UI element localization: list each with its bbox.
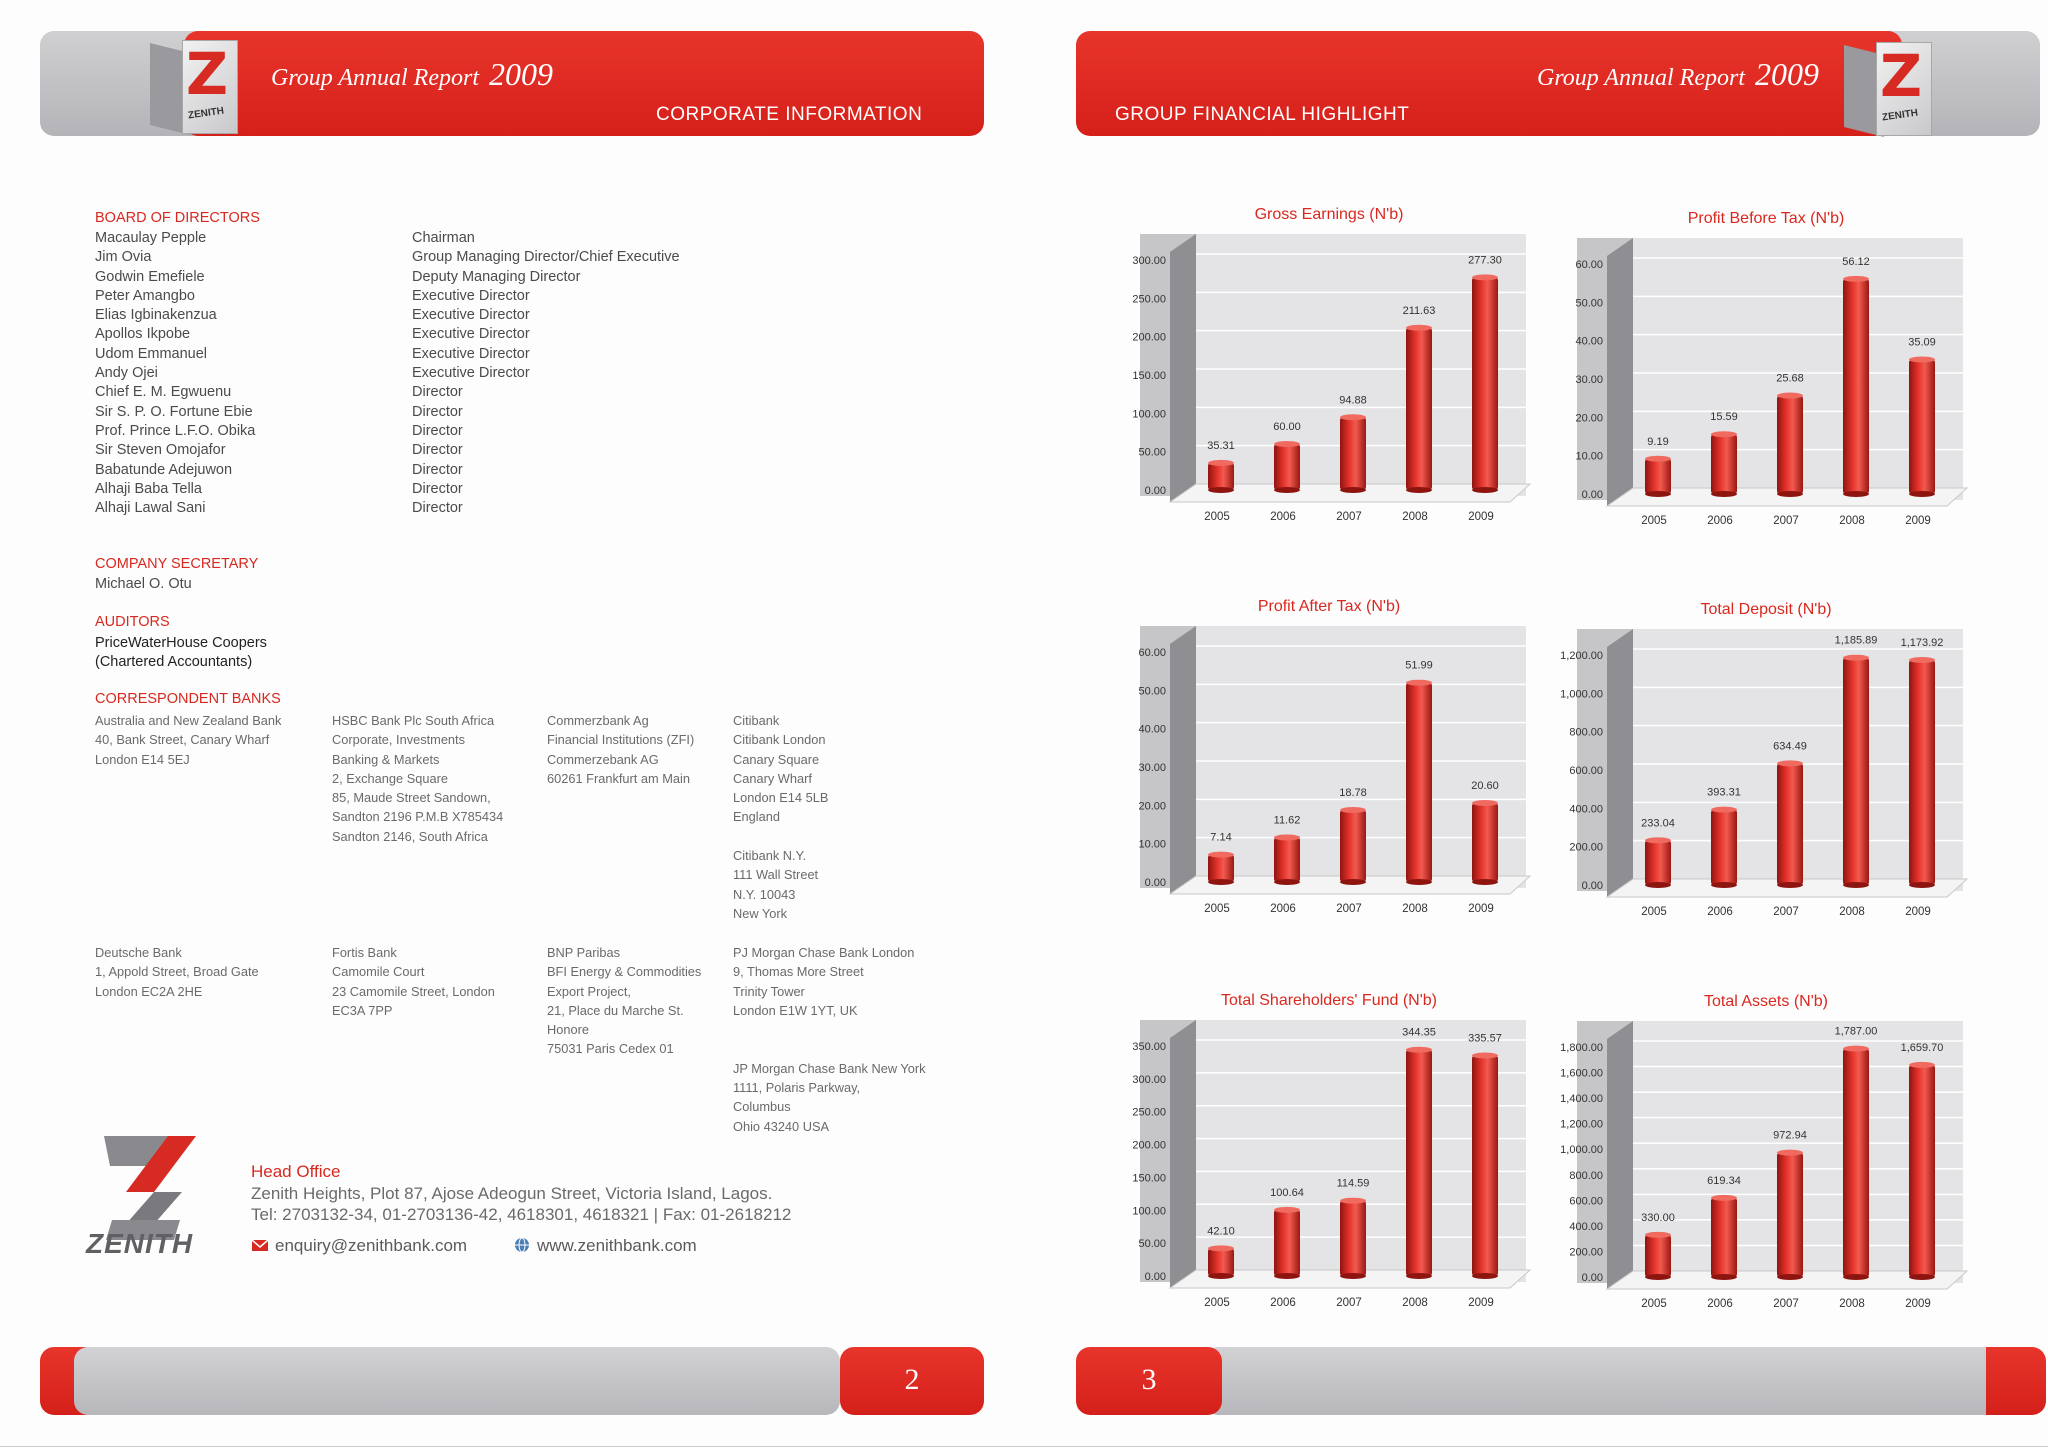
correspondent-heading: CORRESPONDENT BANKS	[95, 691, 281, 707]
bar-cap	[1843, 655, 1869, 661]
bar-base	[1777, 491, 1803, 497]
chart-profit-after-tax	[1114, 598, 1544, 938]
x-tick-label: 2007	[1336, 1297, 1362, 1309]
bar-cap	[1711, 431, 1737, 437]
bar	[1843, 1049, 1869, 1277]
x-tick-label: 2009	[1905, 515, 1931, 527]
zenith-wordmark: ZENITH	[86, 1228, 194, 1259]
data-label: 94.88	[1339, 394, 1367, 407]
board-member-role: Deputy Managing Director	[412, 268, 581, 285]
y-tick-label: 1,000.00	[1560, 688, 1603, 701]
bar-cap	[1472, 274, 1498, 280]
bar	[1274, 1210, 1300, 1276]
data-label: 9.19	[1647, 435, 1669, 448]
bar	[1645, 459, 1671, 494]
data-label: 330.00	[1641, 1211, 1675, 1224]
x-tick-label: 2006	[1270, 1297, 1296, 1309]
x-tick-label: 2008	[1402, 1297, 1428, 1309]
y-tick-label: 10.00	[1575, 450, 1603, 463]
y-tick-label: 100.00	[1132, 408, 1166, 421]
bar-base	[1406, 1273, 1432, 1279]
x-tick-label: 2006	[1707, 1298, 1733, 1310]
board-member-roles	[412, 229, 680, 518]
x-tick-label: 2008	[1402, 511, 1428, 523]
bar-base	[1472, 487, 1498, 493]
y-tick-label: 40.00	[1138, 723, 1166, 736]
data-label: 972.94	[1773, 1129, 1807, 1142]
x-tick-label: 2009	[1468, 511, 1494, 523]
bar-cap	[1274, 441, 1300, 447]
x-tick-label: 2008	[1839, 515, 1865, 527]
y-tick-label: 400.00	[1569, 803, 1603, 816]
y-tick-label: 30.00	[1575, 374, 1603, 386]
bar	[1472, 277, 1498, 490]
chart-svg	[1551, 1021, 1981, 1321]
chart-title: Total Deposit (N'b)	[1700, 601, 1832, 618]
bar-base	[1711, 882, 1737, 888]
bar-cap	[1208, 1245, 1234, 1251]
y-tick-label: 800.00	[1569, 1169, 1603, 1182]
bar	[1711, 1198, 1737, 1277]
y-tick-label: 800.00	[1569, 726, 1603, 739]
bar-cap	[1909, 657, 1935, 663]
board-member-names	[95, 229, 255, 518]
bar-cap	[1711, 807, 1737, 813]
x-tick-label: 2007	[1336, 903, 1362, 915]
section-title: GROUP FINANCIAL HIGHLIGHT	[1115, 104, 1410, 125]
y-tick-label: 200.00	[1132, 331, 1166, 344]
x-tick-label: 2008	[1839, 1298, 1865, 1310]
report-title: Group Annual Report 2009	[1537, 56, 1819, 92]
globe-icon	[513, 1237, 531, 1253]
bar-cap	[1909, 1062, 1935, 1068]
data-label: 1,659.70	[1900, 1041, 1944, 1054]
bar	[1645, 1235, 1671, 1277]
data-label: 15.59	[1710, 411, 1738, 424]
page-number: 2	[904, 1363, 920, 1396]
data-label: 1,185.89	[1834, 634, 1878, 647]
y-tick-label: 600.00	[1569, 765, 1603, 777]
bar-cap	[1843, 1046, 1869, 1052]
data-label: 25.68	[1776, 372, 1804, 385]
board-member-name: Babatunde Adejuwon	[95, 461, 233, 478]
report-title: Group Annual Report 2009	[271, 56, 553, 92]
chart-background	[1577, 1021, 1963, 1283]
board-member-name: Peter Amangbo	[95, 287, 195, 304]
zenith-logo-icon: Z ZENITH	[150, 38, 236, 138]
y-tick-label: 150.00	[1132, 1172, 1166, 1185]
bar	[1711, 810, 1737, 885]
y-tick-label: 60.00	[1138, 647, 1166, 659]
website-link[interactable]: www.zenithbank.com	[513, 1236, 697, 1256]
y-tick-label: 0.00	[1581, 1272, 1603, 1284]
bar	[1208, 463, 1234, 490]
bar	[1274, 837, 1300, 882]
y-tick-label: 30.00	[1138, 762, 1166, 774]
bar	[1711, 434, 1737, 494]
bar	[1909, 1065, 1935, 1277]
chart-shareholders-fund	[1114, 992, 1544, 1332]
chart-svg	[1114, 234, 1544, 534]
x-tick-label: 2009	[1468, 1297, 1494, 1309]
chart-background	[1577, 629, 1963, 891]
bar-base	[1340, 487, 1366, 493]
board-member-role: Executive Director	[412, 326, 530, 343]
email-link[interactable]: enquiry@zenithbank.com	[251, 1236, 467, 1256]
bar	[1406, 683, 1432, 882]
footer-red-edge	[1986, 1347, 2046, 1415]
y-tick-label: 0.00	[1581, 489, 1603, 501]
y-tick-label: 0.00	[1144, 1271, 1166, 1283]
head-office-phone: Tel: 2703132-34, 01-2703136-42, 4618301, 4618321 | Fax: 01-2618212	[251, 1205, 792, 1224]
y-tick-label: 1,200.00	[1560, 1118, 1603, 1131]
bar	[1472, 1055, 1498, 1276]
bar-cap	[1645, 1232, 1671, 1238]
bar	[1274, 444, 1300, 490]
bar	[1340, 417, 1366, 490]
bar-base	[1777, 882, 1803, 888]
y-tick-label: 300.00	[1132, 255, 1166, 267]
board-member-role: Director	[412, 422, 463, 439]
board-member-role: Group Managing Director/Chief Executive	[412, 249, 680, 266]
data-label: 335.57	[1468, 1032, 1502, 1045]
chart-axis-wall	[1170, 1020, 1196, 1288]
footer-gray-bar	[1204, 1347, 2014, 1415]
x-tick-label: 2007	[1336, 511, 1362, 523]
board-member-name: Elias Igbinakenzua	[95, 307, 217, 324]
bar-base	[1208, 487, 1234, 493]
bar	[1843, 658, 1869, 885]
x-tick-label: 2005	[1641, 515, 1667, 527]
x-tick-label: 2005	[1204, 903, 1230, 915]
y-tick-label: 300.00	[1132, 1073, 1166, 1086]
auditors-heading: AUDITORS	[95, 614, 170, 630]
head-office-address: Zenith Heights, Plot 87, Ajose Adeogun Street, Victoria Island, Lagos.	[251, 1184, 773, 1203]
data-label: 60.00	[1273, 421, 1301, 433]
board-member-name: Alhaji Baba Tella	[95, 480, 202, 497]
x-tick-label: 2009	[1905, 1298, 1931, 1310]
bank-anz: Australia and New Zealand Bank 40, Bank Street, Canary Wharf London E14 5EJ	[95, 713, 282, 767]
y-tick-label: 40.00	[1575, 335, 1603, 348]
y-tick-label: 10.00	[1138, 838, 1166, 851]
data-label: 35.09	[1908, 336, 1936, 349]
y-tick-label: 250.00	[1132, 1106, 1166, 1119]
bar-base	[1645, 882, 1671, 888]
x-tick-label: 2007	[1773, 1298, 1799, 1310]
bar	[1777, 396, 1803, 494]
chart-svg	[1551, 238, 1981, 538]
bar-base	[1711, 1274, 1737, 1280]
chart-svg	[1114, 626, 1544, 926]
y-tick-label: 20.00	[1138, 800, 1166, 813]
chart-title: Profit Before Tax (N'b)	[1687, 210, 1845, 227]
board-member-role: Executive Director	[412, 365, 530, 382]
board-member-role: Executive Director	[412, 345, 530, 362]
section-title: CORPORATE INFORMATION	[656, 104, 923, 125]
bar	[1340, 810, 1366, 882]
bar-cap	[1274, 834, 1300, 840]
bank-fortis: Fortis Bank Camomile Court 23 Camomile Street, London EC3A 7PP	[332, 945, 495, 1018]
board-member-role: Executive Director	[412, 287, 530, 304]
chart-axis-wall	[1607, 629, 1633, 897]
bank-citibank: Citibank Citibank London Canary Square Canary Wharf London E14 5LB England Citibank N.Y. 111 Wall Street N.Y. 10043 New York	[733, 713, 829, 921]
bar	[1843, 279, 1869, 494]
bar-base	[1208, 879, 1234, 885]
bar	[1909, 359, 1935, 494]
x-tick-label: 2009	[1468, 903, 1494, 915]
board-member-role: Executive Director	[412, 307, 530, 324]
board-member-role: Director	[412, 384, 463, 401]
bar-cap	[1843, 276, 1869, 282]
bar-cap	[1472, 800, 1498, 806]
bank-hsbc: HSBC Bank Plc South Africa Corporate, Investments Banking & Markets 2, Exchange Square 85, Maude Street Sandown, Sandton 2196 P.M.B X785434 Sandton 2146, South Africa	[332, 713, 504, 844]
bar-cap	[1645, 837, 1671, 843]
bank-jpmorgan: PJ Morgan Chase Bank London 9, Thomas More Street Trinity Tower London E1W 1YT, UK JP Morgan Chase Bank New York 1111, Polaris Parkway, Columbus Ohio 43240 USA	[733, 945, 926, 1134]
y-tick-label: 0.00	[1581, 880, 1603, 892]
x-tick-label: 2008	[1402, 903, 1428, 915]
auditors-note: (Chartered Accountants)	[95, 654, 253, 670]
bar-base	[1843, 491, 1869, 497]
bar-cap	[1340, 414, 1366, 420]
data-label: 18.78	[1339, 787, 1367, 800]
chart-svg	[1551, 629, 1981, 929]
bar-base	[1645, 1274, 1671, 1280]
data-label: 211.63	[1402, 304, 1436, 317]
bar	[1406, 328, 1432, 490]
bar-base	[1340, 879, 1366, 885]
chart-gross-earnings	[1114, 206, 1544, 546]
bar-base	[1909, 882, 1935, 888]
x-tick-label: 2005	[1641, 906, 1667, 918]
bar	[1208, 1248, 1234, 1276]
bank-bnp: BNP Paribas BFI Energy & Commodities Export Project, 21, Place du Marche St. Honore 75031 Paris Cedex 01	[547, 945, 702, 1057]
bar-base	[1843, 882, 1869, 888]
chart-axis-wall	[1170, 234, 1196, 502]
x-tick-label: 2006	[1270, 903, 1296, 915]
board-member-name: Udom Emmanuel	[95, 345, 208, 362]
bar-base	[1777, 1274, 1803, 1280]
bar	[1406, 1050, 1432, 1276]
x-tick-label: 2007	[1773, 515, 1799, 527]
bar-base	[1472, 1273, 1498, 1279]
board-member-name: Andy Ojei	[95, 365, 158, 382]
bar	[1472, 803, 1498, 882]
footer-gray-bar	[74, 1347, 840, 1415]
y-tick-label: 1,600.00	[1560, 1067, 1603, 1080]
data-label: 1,173.92	[1900, 636, 1944, 649]
y-tick-label: 50.00	[1138, 1238, 1166, 1251]
bar-base	[1340, 1273, 1366, 1279]
data-label: 51.99	[1405, 659, 1433, 672]
board-member-name: Alhaji Lawal Sani	[95, 500, 206, 517]
email-icon	[251, 1237, 269, 1253]
bar-cap	[1777, 760, 1803, 766]
x-tick-label: 2009	[1905, 906, 1931, 918]
chart-axis-wall	[1607, 1021, 1633, 1289]
bar	[1340, 1201, 1366, 1276]
bar-cap	[1711, 1195, 1737, 1201]
data-label: 100.64	[1270, 1186, 1304, 1199]
bar-cap	[1274, 1207, 1300, 1213]
bar-base	[1406, 487, 1432, 493]
y-tick-label: 200.00	[1132, 1139, 1166, 1152]
x-tick-label: 2006	[1270, 511, 1296, 523]
data-label: 42.10	[1207, 1225, 1235, 1238]
y-tick-label: 150.00	[1132, 370, 1166, 382]
data-label: 11.62	[1273, 814, 1301, 827]
y-tick-label: 1,000.00	[1560, 1144, 1603, 1157]
bar-base	[1645, 491, 1671, 497]
y-tick-label: 200.00	[1569, 841, 1603, 854]
data-label: 7.14	[1210, 831, 1232, 844]
data-label: 393.31	[1707, 786, 1741, 799]
board-member-name: Macaulay Pepple	[95, 230, 207, 246]
x-tick-label: 2006	[1707, 906, 1733, 918]
bar-cap	[1777, 393, 1803, 399]
y-tick-label: 1,400.00	[1560, 1093, 1603, 1106]
bar-base	[1711, 491, 1737, 497]
bar	[1909, 660, 1935, 885]
y-tick-label: 20.00	[1575, 412, 1603, 425]
bar-cap	[1208, 460, 1234, 466]
data-label: 344.35	[1402, 1026, 1436, 1039]
x-tick-label: 2005	[1204, 1297, 1230, 1309]
data-label: 56.12	[1842, 255, 1870, 268]
bar-cap	[1340, 1198, 1366, 1204]
bar-cap	[1645, 456, 1671, 462]
bar-cap	[1208, 852, 1234, 858]
board-member-name: Sir Steven Omojafor	[95, 442, 226, 459]
bar-cap	[1406, 1047, 1432, 1053]
y-tick-label: 0.00	[1144, 485, 1166, 497]
bar	[1777, 763, 1803, 885]
y-tick-label: 1,200.00	[1560, 650, 1603, 662]
right-page	[1024, 0, 2048, 1448]
data-label: 114.59	[1336, 1177, 1370, 1190]
data-label: 1,787.00	[1834, 1025, 1878, 1038]
x-tick-label: 2005	[1641, 1298, 1667, 1310]
zenith-logo-icon: Z ZENITH	[1844, 40, 1930, 140]
chart-background	[1140, 1020, 1526, 1282]
y-tick-label: 400.00	[1569, 1220, 1603, 1233]
board-member-name: Godwin Emefiele	[95, 268, 205, 285]
board-member-name: Sir S. P. O. Fortune Ebie	[95, 403, 253, 420]
data-label: 20.60	[1471, 780, 1499, 793]
x-tick-label: 2006	[1707, 515, 1733, 527]
secretary-name: Michael O. Otu	[95, 576, 192, 592]
chart-title: Profit After Tax (N'b)	[1257, 598, 1401, 615]
data-label: 619.34	[1707, 1174, 1741, 1187]
y-tick-label: 200.00	[1569, 1246, 1603, 1259]
board-member-name: Jim Ovia	[95, 249, 152, 266]
chart-profit-before-tax	[1551, 210, 1981, 550]
bar	[1777, 1153, 1803, 1277]
chart-title: Total Assets (N'b)	[1704, 993, 1828, 1010]
board-member-role: Director	[412, 461, 463, 478]
data-label: 634.49	[1773, 740, 1807, 753]
bar-cap	[1340, 807, 1366, 813]
bar-base	[1406, 879, 1432, 885]
y-tick-label: 350.00	[1132, 1041, 1166, 1053]
data-label: 277.30	[1468, 254, 1502, 267]
data-label: 233.04	[1641, 817, 1675, 830]
y-tick-label: 600.00	[1569, 1195, 1603, 1208]
chart-total-deposit	[1551, 601, 1981, 941]
y-tick-label: 250.00	[1132, 293, 1166, 306]
chart-background	[1577, 238, 1963, 500]
bar-cap	[1406, 680, 1432, 686]
board-member-role: Director	[412, 403, 463, 420]
report-year: 2009	[1755, 56, 1819, 92]
report-year: 2009	[489, 56, 553, 92]
bar	[1645, 840, 1671, 885]
chart-title: Gross Earnings (N'b)	[1254, 206, 1404, 223]
bank-deutsche: Deutsche Bank 1, Appold Street, Broad Gate London EC2A 2HE	[95, 945, 259, 999]
bar-cap	[1909, 356, 1935, 362]
auditors-name: PriceWaterHouse Coopers	[95, 635, 267, 651]
head-office-title: Head Office	[251, 1162, 341, 1181]
bar-cap	[1406, 325, 1432, 331]
board-member-role: Director	[412, 442, 463, 459]
bar-cap	[1472, 1052, 1498, 1058]
bar-base	[1909, 1274, 1935, 1280]
x-tick-label: 2008	[1839, 906, 1865, 918]
chart-total-assets	[1551, 993, 1981, 1333]
board-member-role: Director	[412, 480, 463, 497]
board-member-name: Prof. Prince L.F.O. Obika	[95, 422, 256, 439]
bar-base	[1843, 1274, 1869, 1280]
bar	[1208, 855, 1234, 882]
y-tick-label: 60.00	[1575, 259, 1603, 271]
y-tick-label: 0.00	[1144, 877, 1166, 889]
page-number: 3	[1141, 1363, 1157, 1396]
board-heading: BOARD OF DIRECTORS	[95, 210, 260, 226]
y-tick-label: 50.00	[1575, 297, 1603, 310]
chart-title: Total Shareholders' Fund (N'b)	[1221, 992, 1437, 1009]
y-tick-label: 100.00	[1132, 1205, 1166, 1218]
chart-axis-wall	[1170, 626, 1196, 894]
bar-base	[1472, 879, 1498, 885]
y-tick-label: 1,800.00	[1560, 1042, 1603, 1054]
secretary-heading: COMPANY SECRETARY	[95, 556, 259, 572]
chart-axis-wall	[1607, 238, 1633, 506]
bar-base	[1274, 487, 1300, 493]
board-member-name: Chief E. M. Egwuenu	[95, 384, 232, 401]
bank-commerzbank: Commerzbank Ag Financial Institutions (ZFI) Commerzebank AG 60261 Frankfurt am Main	[547, 713, 695, 786]
bar-base	[1274, 879, 1300, 885]
board-member-name: Apollos Ikpobe	[95, 326, 191, 343]
bar-base	[1208, 1273, 1234, 1279]
bar-base	[1274, 1273, 1300, 1279]
y-tick-label: 50.00	[1138, 685, 1166, 698]
board-member-role: Chairman	[412, 230, 475, 246]
chart-background	[1140, 234, 1526, 496]
bar-base	[1909, 491, 1935, 497]
chart-background	[1140, 626, 1526, 888]
chart-svg	[1114, 1020, 1544, 1320]
y-tick-label: 50.00	[1138, 446, 1166, 459]
x-tick-label: 2005	[1204, 511, 1230, 523]
board-member-role: Director	[412, 500, 463, 517]
bar-cap	[1777, 1150, 1803, 1156]
data-label: 35.31	[1207, 439, 1235, 452]
x-tick-label: 2007	[1773, 906, 1799, 918]
